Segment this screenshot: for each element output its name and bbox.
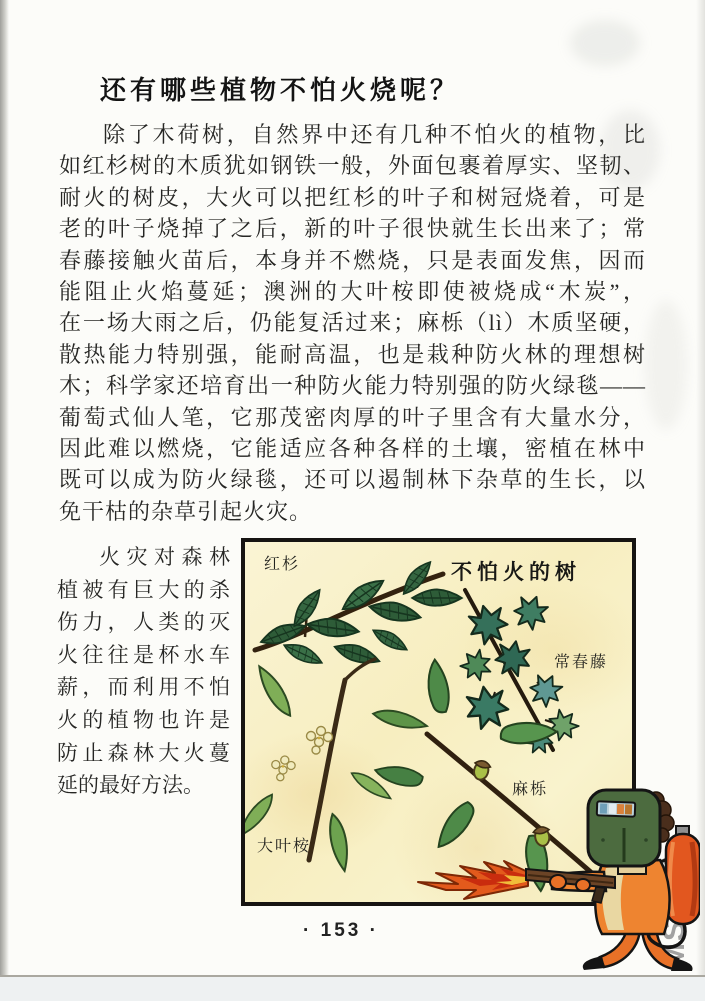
ink-bleed-smudge — [570, 20, 640, 66]
text-line: 伤力，人类的灭 — [57, 610, 230, 635]
text-line: 如红杉树的木质犹如钢铁一般，外面包裹着厚实、坚韧、 — [59, 153, 646, 179]
text-line: 火的植物也许是 — [57, 707, 230, 732]
flame-icon — [418, 861, 528, 899]
text-line: 因此难以燃烧，它能适应各种各样的土壤，密植在林中 — [59, 435, 646, 461]
text-line: 薪，而利用不怕 — [57, 675, 230, 700]
page-title: 还有哪些植物不怕火烧呢？ — [100, 75, 461, 105]
text-line: 除了木荷树，自然界中还有几种不怕火的植物，比 — [103, 122, 646, 147]
scan-edge-left — [0, 0, 9, 978]
text-line: 散热能力特别强，能耐高温，也是栽种防火林的理想树 — [59, 341, 646, 367]
text-line: 在一场大雨之后，仍能复活过来；麻栎（lì）木质坚硬， — [59, 310, 646, 336]
flamethrower-character-illustration — [400, 778, 700, 973]
figure-title: 不怕火的树 — [451, 561, 581, 584]
text-line: 火灾对森林 — [99, 545, 230, 569]
text-line: 既可以成为防火绿毯，还可以遏制林下杂草的生长，以 — [59, 467, 646, 493]
page-number: · 153 · — [303, 920, 379, 941]
text-line: 春藤接触火苗后，本身并不燃烧，只是表面发焦，因而 — [59, 247, 646, 273]
scan-edge-bottom — [0, 975, 705, 1001]
ink-bleed-smudge — [645, 300, 687, 430]
text-line: 耐火的树皮，大火可以把红杉的叶子和树冠烧着，可是 — [59, 184, 646, 210]
label-ivy: 常春藤 — [554, 654, 609, 671]
side-paragraph — [57, 541, 230, 802]
welding-helmet — [588, 790, 660, 866]
text-line: 火往往是杯水车 — [57, 642, 230, 667]
text-line: 免干枯的杂草引起火灾。 — [59, 498, 313, 524]
label-redwood: 红杉 — [264, 556, 301, 573]
redwood-branch-illustration — [255, 557, 462, 668]
text-line: 防止森林大火蔓 — [57, 740, 230, 765]
label-eucalyptus: 大叶桉 — [257, 838, 312, 855]
text-line: 能阻止火焰蔓延；澳洲的大叶桉即使被烧成“木炭”， — [59, 278, 646, 304]
text-line: 植被有巨大的杀 — [57, 577, 230, 602]
text-line: 葡萄式仙人笔，它那茂密肉厚的叶子里含有大量水分， — [59, 404, 646, 430]
text-line: 延的最好方法。 — [57, 773, 204, 798]
main-paragraph — [59, 119, 646, 527]
text-line: 木；科学家还培育出一种防火能力特别强的防火绿毯—— — [59, 373, 646, 399]
text-line: 老的叶子烧掉了之后，新的叶子很快就生长出来了；常 — [59, 216, 646, 242]
label-oak: 麻栎 — [512, 781, 549, 798]
